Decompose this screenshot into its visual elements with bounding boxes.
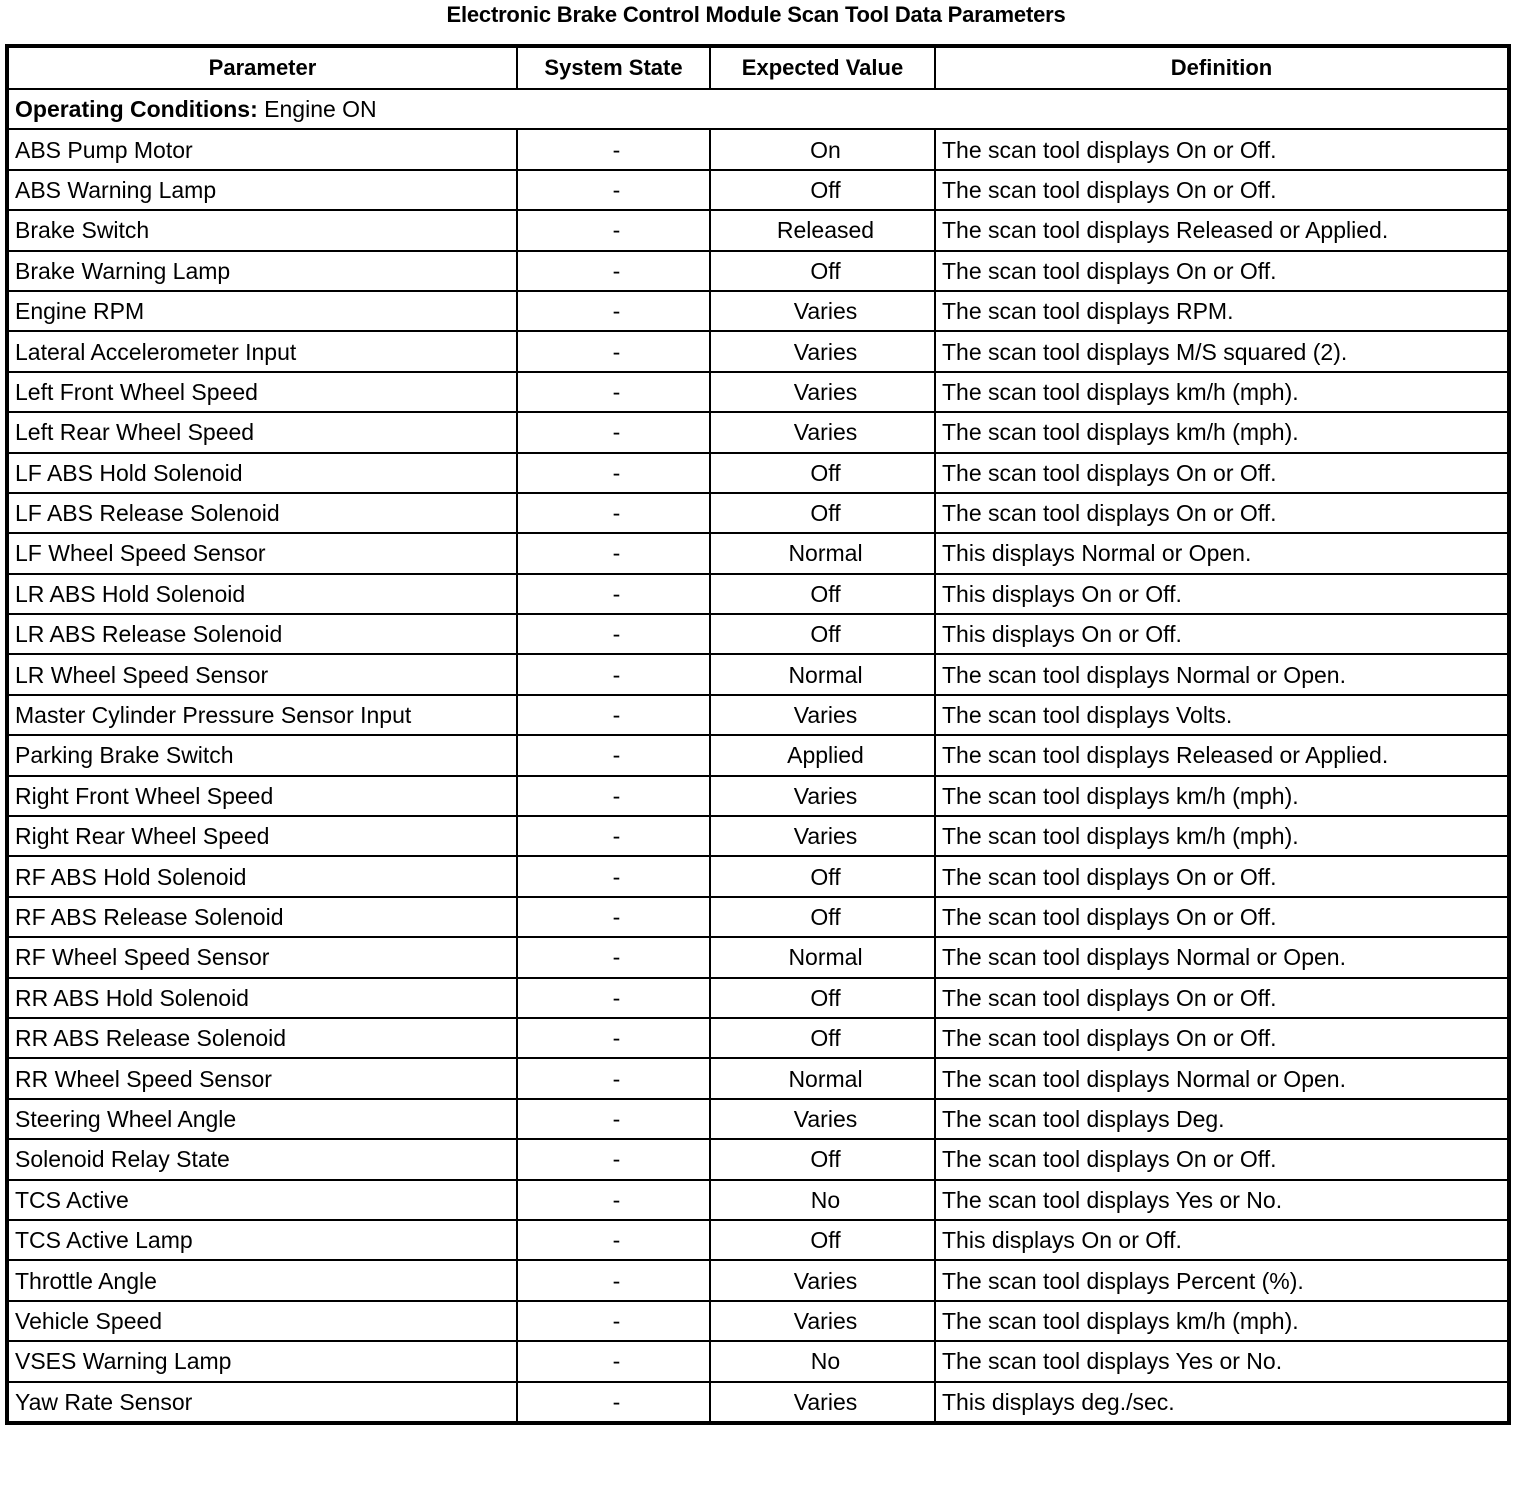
cell-definition: This displays Normal or Open.: [935, 533, 1509, 573]
cell-parameter: Right Front Wheel Speed: [7, 776, 517, 816]
cell-definition: The scan tool displays Percent (%).: [935, 1260, 1509, 1300]
cell-system-state: -: [517, 1018, 710, 1058]
cell-expected-value: Varies: [710, 816, 935, 856]
operating-conditions-value: Engine ON: [257, 96, 377, 123]
cell-expected-value: Off: [710, 1139, 935, 1179]
cell-system-state: -: [517, 412, 710, 452]
cell-parameter: TCS Active Lamp: [7, 1220, 517, 1260]
cell-parameter: Left Rear Wheel Speed: [7, 412, 517, 452]
cell-expected-value: Varies: [710, 695, 935, 735]
cell-expected-value: Varies: [710, 1382, 935, 1423]
table-row: [7, 1220, 1509, 1260]
table-row: [7, 614, 1509, 654]
cell-system-state: -: [517, 1382, 710, 1423]
cell-parameter: Left Front Wheel Speed: [7, 372, 517, 412]
cell-system-state: -: [517, 1341, 710, 1381]
cell-system-state: -: [517, 493, 710, 533]
table-row: [7, 816, 1509, 856]
cell-expected-value: Released: [710, 210, 935, 250]
cell-definition: The scan tool displays Released or Applied.: [935, 210, 1509, 250]
table-row: [7, 856, 1509, 896]
cell-system-state: -: [517, 695, 710, 735]
cell-expected-value: Off: [710, 978, 935, 1018]
cell-system-state: -: [517, 897, 710, 937]
cell-system-state: -: [517, 1220, 710, 1260]
cell-definition: The scan tool displays On or Off.: [935, 978, 1509, 1018]
table-row: [7, 170, 1509, 210]
table-row: [7, 331, 1509, 371]
cell-definition: The scan tool displays On or Off.: [935, 170, 1509, 210]
cell-parameter: RR Wheel Speed Sensor: [7, 1058, 517, 1098]
cell-definition: This displays On or Off.: [935, 574, 1509, 614]
table-row: [7, 412, 1509, 452]
cell-expected-value: Off: [710, 897, 935, 937]
cell-system-state: -: [517, 1058, 710, 1098]
cell-system-state: -: [517, 1180, 710, 1220]
table-row: [7, 1018, 1509, 1058]
cell-system-state: -: [517, 170, 710, 210]
cell-definition: The scan tool displays km/h (mph).: [935, 816, 1509, 856]
cell-definition: The scan tool displays km/h (mph).: [935, 1301, 1509, 1341]
cell-system-state: -: [517, 129, 710, 169]
cell-expected-value: Varies: [710, 776, 935, 816]
cell-definition: This displays On or Off.: [935, 614, 1509, 654]
cell-expected-value: Off: [710, 251, 935, 291]
cell-parameter: LR ABS Hold Solenoid: [7, 574, 517, 614]
table-row: [7, 1058, 1509, 1098]
header-parameter: Parameter: [7, 46, 517, 89]
cell-parameter: LR Wheel Speed Sensor: [7, 654, 517, 694]
table-row: [7, 1260, 1509, 1300]
cell-parameter: Brake Warning Lamp: [7, 251, 517, 291]
cell-system-state: -: [517, 735, 710, 775]
cell-expected-value: Normal: [710, 533, 935, 573]
table-row: [7, 776, 1509, 816]
cell-parameter: RR ABS Hold Solenoid: [7, 978, 517, 1018]
cell-expected-value: No: [710, 1180, 935, 1220]
cell-system-state: -: [517, 978, 710, 1018]
cell-expected-value: No: [710, 1341, 935, 1381]
cell-expected-value: Off: [710, 574, 935, 614]
cell-definition: The scan tool displays RPM.: [935, 291, 1509, 331]
cell-definition: The scan tool displays Yes or No.: [935, 1180, 1509, 1220]
cell-expected-value: Varies: [710, 331, 935, 371]
table-row: [7, 210, 1509, 250]
cell-system-state: -: [517, 614, 710, 654]
cell-system-state: -: [517, 1260, 710, 1300]
cell-parameter: Solenoid Relay State: [7, 1139, 517, 1179]
table-row: [7, 1180, 1509, 1220]
table-row: [7, 453, 1509, 493]
cell-definition: The scan tool displays Normal or Open.: [935, 937, 1509, 977]
cell-parameter: LF ABS Hold Solenoid: [7, 453, 517, 493]
cell-definition: The scan tool displays Normal or Open.: [935, 654, 1509, 694]
scan-tool-data-table: [5, 44, 1511, 1425]
cell-system-state: -: [517, 776, 710, 816]
table-row: [7, 129, 1509, 169]
cell-parameter: ABS Pump Motor: [7, 129, 517, 169]
cell-expected-value: Off: [710, 614, 935, 654]
cell-definition: The scan tool displays km/h (mph).: [935, 372, 1509, 412]
cell-parameter: Brake Switch: [7, 210, 517, 250]
operating-conditions-label: Operating Conditions:: [15, 96, 258, 123]
cell-definition: The scan tool displays Volts.: [935, 695, 1509, 735]
table-row: [7, 533, 1509, 573]
cell-system-state: -: [517, 372, 710, 412]
cell-expected-value: Normal: [710, 937, 935, 977]
cell-system-state: -: [517, 453, 710, 493]
table-row: [7, 735, 1509, 775]
cell-definition: The scan tool displays On or Off.: [935, 251, 1509, 291]
cell-expected-value: Varies: [710, 372, 935, 412]
cell-system-state: -: [517, 533, 710, 573]
cell-expected-value: Applied: [710, 735, 935, 775]
cell-system-state: -: [517, 856, 710, 896]
cell-parameter: Right Rear Wheel Speed: [7, 816, 517, 856]
table-row: [7, 1139, 1509, 1179]
cell-expected-value: Varies: [710, 1260, 935, 1300]
cell-system-state: -: [517, 291, 710, 331]
table-row: [7, 897, 1509, 937]
cell-definition: The scan tool displays On or Off.: [935, 1139, 1509, 1179]
table-row: [7, 1382, 1509, 1423]
cell-definition: This displays On or Off.: [935, 1220, 1509, 1260]
cell-definition: The scan tool displays km/h (mph).: [935, 776, 1509, 816]
cell-parameter: Lateral Accelerometer Input: [7, 331, 517, 371]
cell-expected-value: Varies: [710, 291, 935, 331]
cell-parameter: Vehicle Speed: [7, 1301, 517, 1341]
cell-expected-value: Off: [710, 493, 935, 533]
cell-parameter: LF Wheel Speed Sensor: [7, 533, 517, 573]
cell-system-state: -: [517, 574, 710, 614]
header-row: [7, 46, 1509, 89]
table-row: [7, 1341, 1509, 1381]
cell-expected-value: Off: [710, 1018, 935, 1058]
table-row: [7, 493, 1509, 533]
cell-parameter: RF ABS Hold Solenoid: [7, 856, 517, 896]
cell-parameter: TCS Active: [7, 1180, 517, 1220]
cell-system-state: -: [517, 1099, 710, 1139]
cell-expected-value: Varies: [710, 1301, 935, 1341]
cell-parameter: Yaw Rate Sensor: [7, 1382, 517, 1423]
cell-system-state: -: [517, 816, 710, 856]
document-title: Electronic Brake Control Module Scan Tool Data Parameters: [446, 2, 1066, 27]
cell-expected-value: Normal: [710, 654, 935, 694]
cell-definition: This displays deg./sec.: [935, 1382, 1509, 1423]
cell-expected-value: Varies: [710, 1099, 935, 1139]
cell-expected-value: Off: [710, 1220, 935, 1260]
cell-system-state: -: [517, 331, 710, 371]
cell-definition: The scan tool displays On or Off.: [935, 129, 1509, 169]
cell-system-state: -: [517, 1139, 710, 1179]
cell-system-state: -: [517, 251, 710, 291]
cell-definition: The scan tool displays M/S squared (2).: [935, 331, 1509, 371]
cell-parameter: Steering Wheel Angle: [7, 1099, 517, 1139]
table-row: [7, 372, 1509, 412]
cell-parameter: RF ABS Release Solenoid: [7, 897, 517, 937]
cell-definition: The scan tool displays On or Off.: [935, 453, 1509, 493]
cell-parameter: Master Cylinder Pressure Sensor Input: [7, 695, 517, 735]
cell-parameter: VSES Warning Lamp: [7, 1341, 517, 1381]
table-row: [7, 1099, 1509, 1139]
cell-system-state: -: [517, 654, 710, 694]
cell-expected-value: Normal: [710, 1058, 935, 1098]
cell-system-state: -: [517, 210, 710, 250]
header-expected-value: Expected Value: [710, 46, 935, 89]
header-definition: Definition: [935, 46, 1509, 89]
cell-parameter: RF Wheel Speed Sensor: [7, 937, 517, 977]
header-system-state: System State: [517, 46, 710, 89]
cell-definition: The scan tool displays km/h (mph).: [935, 412, 1509, 452]
cell-definition: The scan tool displays Released or Applied.: [935, 735, 1509, 775]
table-row: [7, 574, 1509, 614]
cell-parameter: Throttle Angle: [7, 1260, 517, 1300]
table-row: [7, 291, 1509, 331]
table-row: [7, 1301, 1509, 1341]
cell-definition: The scan tool displays On or Off.: [935, 1018, 1509, 1058]
cell-definition: The scan tool displays On or Off.: [935, 493, 1509, 533]
operating-conditions-row: [7, 89, 1509, 129]
cell-system-state: -: [517, 937, 710, 977]
cell-definition: The scan tool displays On or Off.: [935, 856, 1509, 896]
table-row: [7, 251, 1509, 291]
cell-expected-value: On: [710, 129, 935, 169]
cell-definition: The scan tool displays Normal or Open.: [935, 1058, 1509, 1098]
operating-conditions-cell: [7, 89, 1509, 129]
cell-parameter: ABS Warning Lamp: [7, 170, 517, 210]
cell-definition: The scan tool displays On or Off.: [935, 897, 1509, 937]
cell-expected-value: Varies: [710, 412, 935, 452]
cell-definition: The scan tool displays Yes or No.: [935, 1341, 1509, 1381]
cell-expected-value: Off: [710, 856, 935, 896]
table-row: [7, 978, 1509, 1018]
cell-parameter: RR ABS Release Solenoid: [7, 1018, 517, 1058]
cell-expected-value: Off: [710, 453, 935, 493]
table-row: [7, 695, 1509, 735]
cell-parameter: Parking Brake Switch: [7, 735, 517, 775]
cell-system-state: -: [517, 1301, 710, 1341]
cell-parameter: LF ABS Release Solenoid: [7, 493, 517, 533]
table-row: [7, 937, 1509, 977]
cell-expected-value: Off: [710, 170, 935, 210]
cell-parameter: LR ABS Release Solenoid: [7, 614, 517, 654]
cell-definition: The scan tool displays Deg.: [935, 1099, 1509, 1139]
table-row: [7, 654, 1509, 694]
cell-parameter: Engine RPM: [7, 291, 517, 331]
